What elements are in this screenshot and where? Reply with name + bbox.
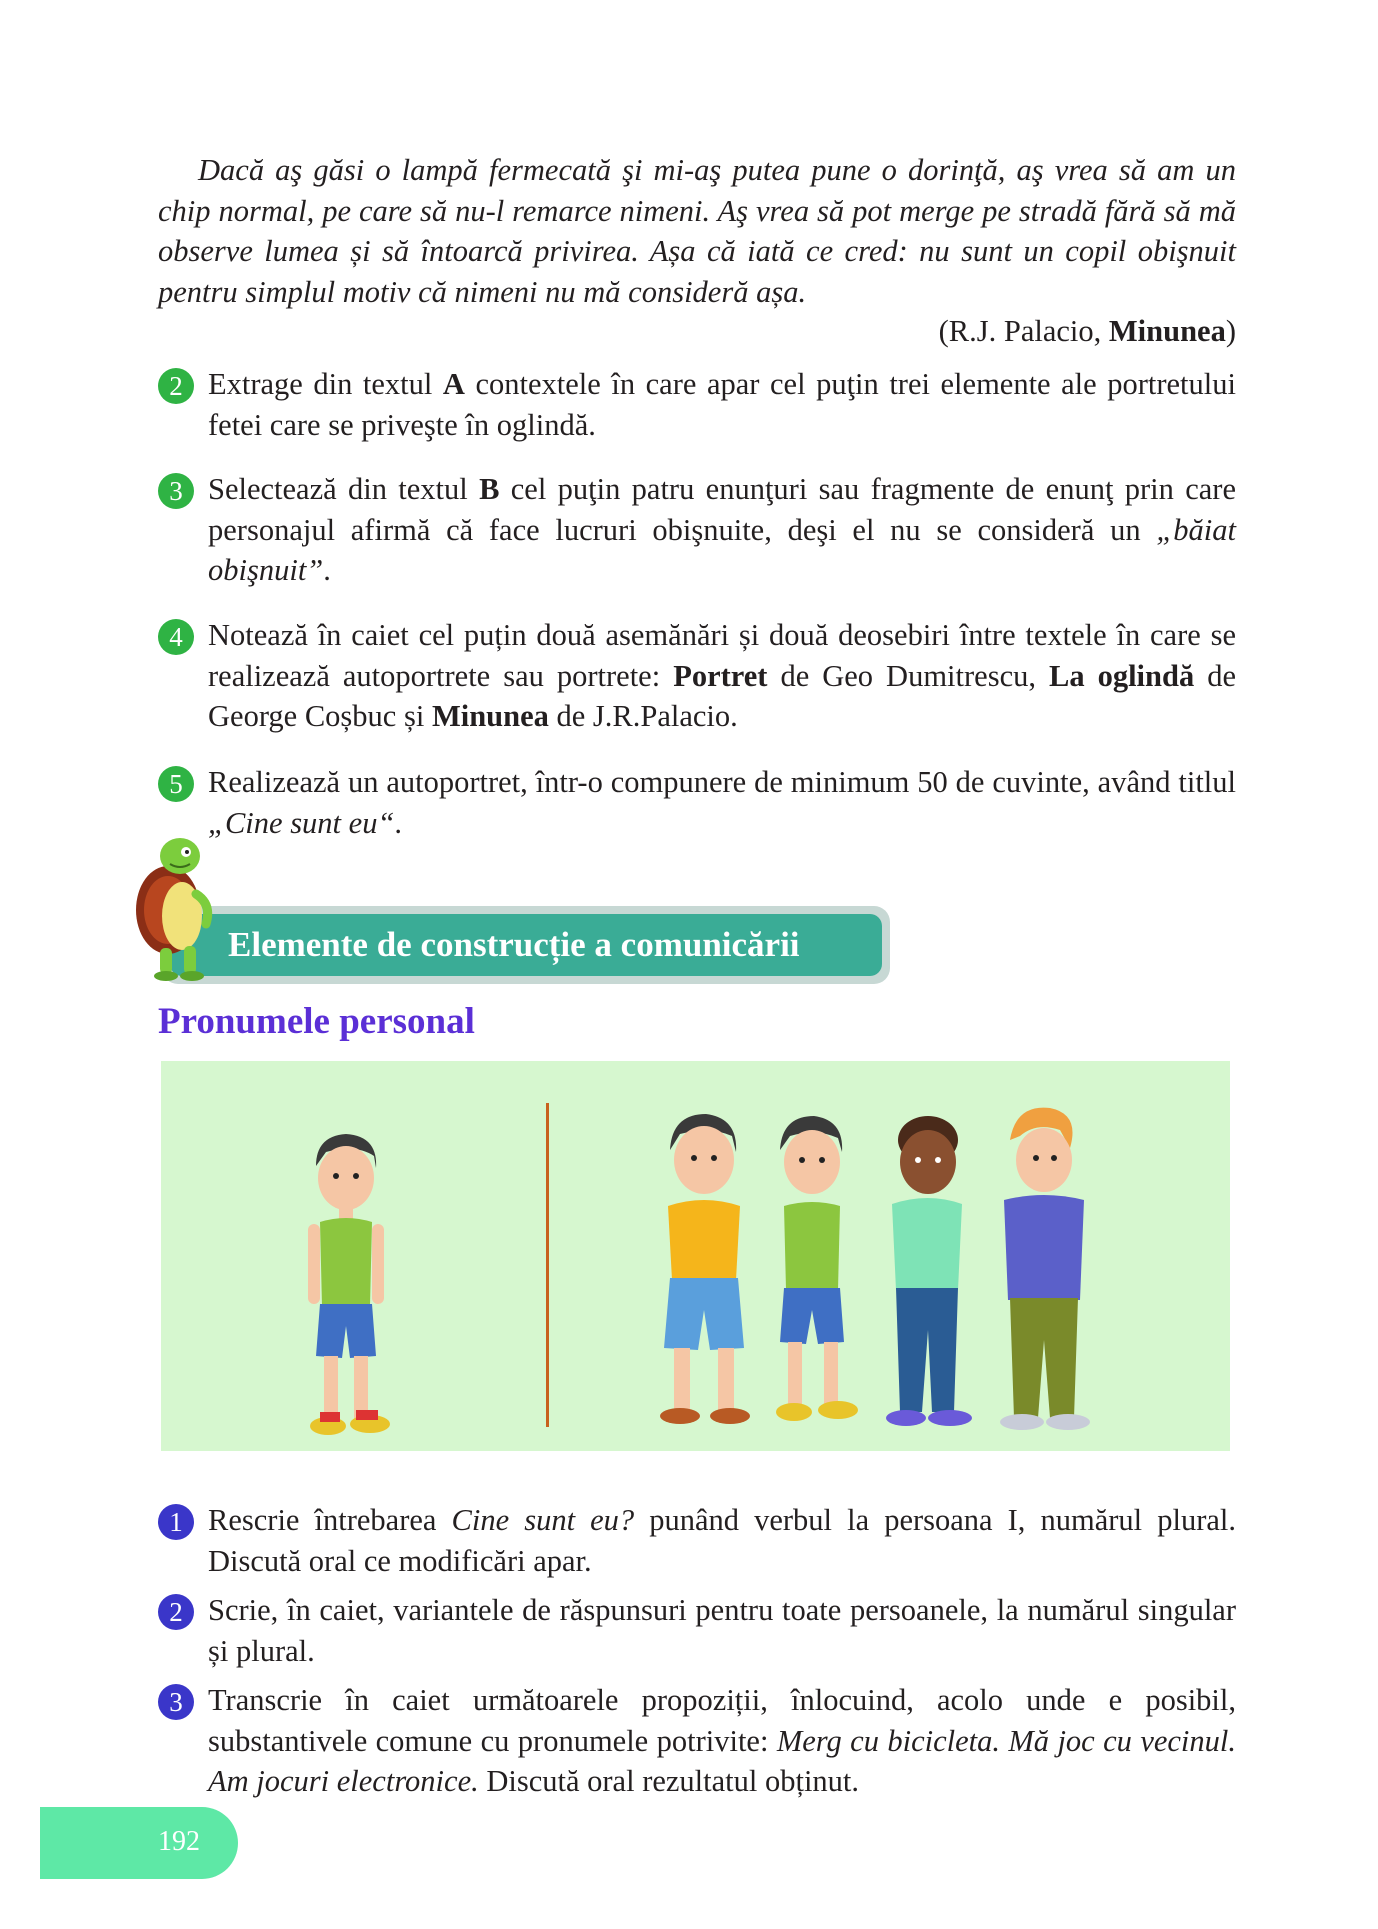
exercise-b2 [158, 1590, 1236, 1671]
quote-source: (R.J. Palacio, Minunea) [938, 314, 1236, 348]
exercise-text: Notează în caiet cel puțin două asemănări și două deosebiri între textele în care se realizează autoportrete sau portrete: Portret de Geo Dumitrescu, La oglindă de George Coșbuc și Minunea de J.R.Palacio. [208, 618, 1236, 733]
exercise-number-badge: 4 [158, 619, 194, 655]
section-title: Elemente de construcție a comunicării [170, 914, 882, 976]
exercise-number-badge: 2 [158, 368, 194, 404]
exercise-number-badge: 3 [158, 1684, 194, 1720]
exercise-text: Transcrie în caiet următoarele propoziții, înlocuind, acolo unde e posibil, substantivele comune cu pronumele potrivite: Merg cu bicicleta. Mă joc cu vecinul. Am jocuri electronice. Discută oral rezultatul obținut. [208, 1683, 1236, 1798]
exercise-number-badge: 5 [158, 766, 194, 802]
exercise-text: Realizează un autoportret, într-o compunere de minimum 50 de cuvinte, având titlul „Cine sunt eu“. [208, 765, 1236, 840]
exercise-text: Extrage din textul A contextele în care apar cel puţin trei elemente ale portretului fetei care se priveşte în oglindă. [208, 367, 1236, 442]
exercise-5 [158, 762, 1236, 843]
exercise-text: Rescrie întrebarea Cine sunt eu? punând verbul la persoana I, numărul plural. Discută oral ce modificări apar. [208, 1503, 1236, 1578]
exercise-b3 [158, 1680, 1236, 1802]
subheading: Pronumele personal [158, 1001, 475, 1042]
exercise-number-badge: 3 [158, 473, 194, 509]
exercise-number-badge: 2 [158, 1594, 194, 1630]
turtle-mascot-icon [126, 824, 226, 984]
illustration-divider [546, 1103, 549, 1427]
group-of-boys-illustration [640, 1100, 1140, 1450]
single-boy-illustration [286, 1126, 406, 1446]
page-number-tab [40, 1807, 238, 1879]
exercise-3 [158, 469, 1236, 591]
quote-paragraph: Dacă aş găsi o lampă fermecată şi mi-aş putea pune o dorinţă, aş vrea să am un chip normal, pe care să nu-l remarce nimeni. Aş vrea să pot merge pe stradă fără să mă observe lumea și să întoarcă privirea. Așa că iată ce cred: nu sunt un copil obişnuit pentru simplul motiv că nimeni nu mă consideră așa. [158, 153, 1236, 309]
exercise-number-badge: 1 [158, 1504, 194, 1540]
exercise-text: Selectează din textul B cel puţin patru enunţuri sau fragmente de enunţ prin care personajul afirmă că face lucruri obişnuite, deşi el nu se consideră un „băiat obişnuit”. [208, 472, 1236, 587]
page-number: 192 [158, 1826, 200, 1857]
exercise-2 [158, 364, 1236, 445]
exercise-text: Scrie, în caiet, variantele de răspunsuri pentru toate persoanele, la numărul singular și plural. [208, 1593, 1236, 1668]
exercise-4 [158, 615, 1236, 737]
exercise-b1 [158, 1500, 1236, 1581]
